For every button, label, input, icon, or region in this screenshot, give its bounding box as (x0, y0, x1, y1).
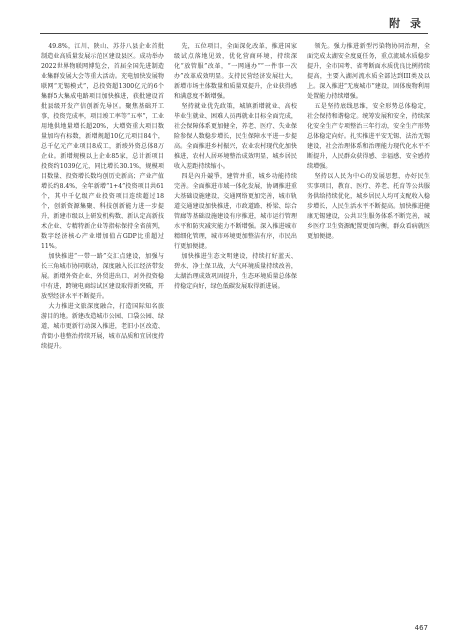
body-paragraph: 领先。强力推进新型污染物协同治理，全面完成太湖安全度夏任务，重点流域水质稳步提升，全市国考、省考断面水质优良比例持续提高，主要入湖河流水质全部达到III类及以上。深入推进“无废城市”建设，固体废物利用处置能力持续增强。 (307, 43, 430, 100)
body-paragraph: 先，五位项目，全面深化改革，推进国家级试点落地见效，优化营商环境，持续深化“放管服”改革，“一网通办”“一件事一次办”改革成效明显。支持民营经济发展壮大，新增市场主体数量和质量双提升，企业获得感和满意度不断增强。 (174, 43, 297, 100)
body-paragraph: 加快推进生态文明建设，持续打好蓝天、碧水、净土保卫战，大气环境质量持续改善，太湖治理成效巩固提升，生态环境质量总体保持稳定向好，绿色低碳发展取得新进展。 (174, 253, 297, 290)
column-1 (41, 42, 164, 622)
page-number: 467 (414, 624, 428, 632)
text-columns (41, 42, 430, 622)
body-paragraph: 五是坚持底线思维，安全形势总体稳定，社会保持和谐稳定。统筹发展和安全，持续深化安全生产专项整治三年行动，安全生产形势总体稳定向好。扎实推进平安无锡、法治无锡建设，社会治理体系和治理能力现代化水平不断提升，人民群众获得感、幸福感、安全感持续增强。 (307, 103, 430, 170)
body-paragraph: 大力推进文旅深度融合，打造国际知名旅游目的地。新建改造城市公园、口袋公园、绿道，城市更新行动深入推进，老旧小区改造、背街小巷整治持续开展，城市品质和宜居度持续提升。 (41, 303, 164, 350)
body-paragraph: 坚持就业优先政策，城镇新增就业、高校毕业生就业、困难人员再就业目标全面完成，社会保障体系更加健全，养老、医疗、失业保险参保人数稳步增长，民生保障水平进一步提高。全面推进乡村振兴，农业农村现代化加快推进，农村人居环境整治成效明显，城乡居民收入差距持续缩小。 (174, 103, 297, 170)
body-paragraph: 加快推进“一带一路”交汇点建设，加强与长三角城市协同联动，深度融入长江经济带发展。新增外资企业、外贸进出口、对外投资稳中有进，跨境电商综试区建设取得新突破，开放型经济水平不断提升。 (41, 253, 164, 300)
body-paragraph: 49.8%，江川、陕山、苏芬八县企业首批制造业高质量发展示范区建设县区。成功举办2022世界物联网博览会，首届全国先进制造业集群发展大会等重大活动。充电加快发展物联网“无锡模式”，总投资超1300亿元的6个集群5大集成电路项目加快推进，获批建设首批县级开发产信创新先导区。聚焦基础开工事，投资完成率，项目竣工率等“五率”，工业用地供地量增长超20%，大增资重大项目数量加均有标数，新增规超10亿元项目84个，总千亿元产业项目8成工，新竣外资总体8万企业。新增规模以上企业85家，总计新项目投资约1039亿元，同比增长30.1%，规模项目数量、投资增长数均创历史新高；产业产值增长约8.4%，全年新增“1+4”投资项目共61个，其中千亿级产业投资项目连续超过18个，创新资源集聚、科技创新能力进一步提升，新建市级以上研发机构数、新认定高新技术企业、专精特新企业等指标保持全省前列，数字经济核心产业增加值占GDP比重超过11%。 (41, 43, 164, 250)
column-3 (307, 42, 430, 622)
page-header-label: 附 录 (389, 17, 424, 30)
header-rule (40, 33, 428, 34)
body-paragraph: 坚持以人民为中心的发展思想，办好民生实事项目，教育、医疗、养老、托育等公共服务供给持续优化，城乡居民人均可支配收入稳步增长，人民生活水平不断提高。加快推进健康无锡建设，公共卫生服务体系不断完善，城乡医疗卫生资源配置更加均衡，群众看病就医更加便捷。 (307, 173, 430, 240)
body-paragraph: 四是內升競爭，建管并重，城乡功能持续完善。全面推进市域一体化发展，协调推进重大基础设施建设，交通网络更加完善，城市轨道交通建设加快推进，市政道路、桥梁、综合管廊等基础设施建设有序推进，城市运行管理水平和防灾减灾能力不断增强。深入推进城市精细化管理，城市环境更加整洁有序，市民出行更加便捷。 (174, 173, 297, 250)
column-2 (174, 42, 297, 622)
